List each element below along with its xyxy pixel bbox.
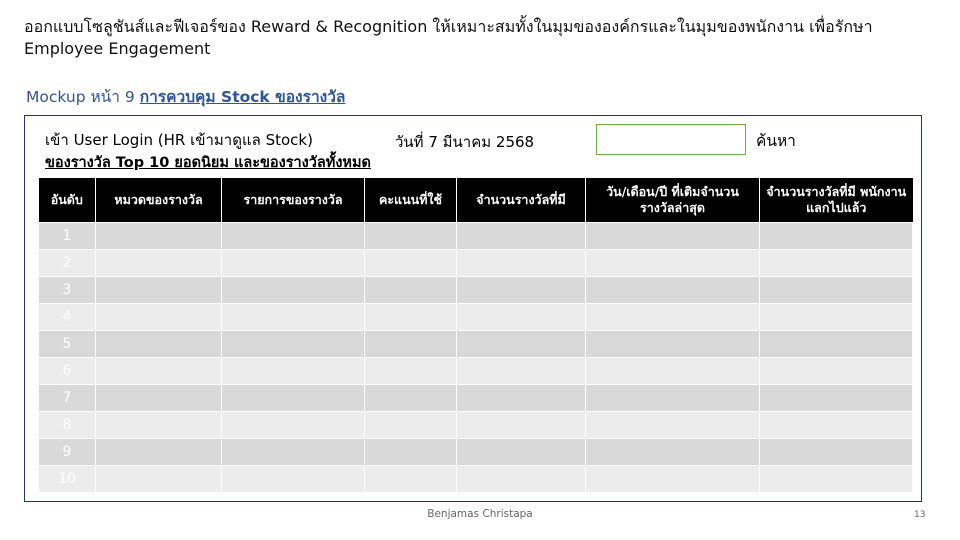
search-button[interactable]: ค้นหา: [756, 132, 796, 150]
rank-cell: 2: [39, 250, 96, 277]
table-row[interactable]: [39, 304, 913, 331]
table-cell: [365, 439, 457, 466]
mockup-page-label: Mockup หน้า 9: [26, 88, 135, 106]
table-title: ของรางวัล Top 10 ยอดนิยม และของรางวัลทั้งหมด: [45, 155, 371, 171]
current-date: วันที่ 7 มีนาคม 2568: [395, 133, 535, 151]
table-cell: [222, 385, 365, 412]
table-row[interactable]: [39, 358, 913, 385]
table-cell: [760, 466, 913, 493]
table-cell: [365, 466, 457, 493]
table-cell: [222, 250, 365, 277]
table-cell: [760, 223, 913, 250]
rank-cell: 1: [39, 223, 96, 250]
col-header-item: รายการของรางวัล: [222, 178, 365, 223]
rank-cell: 7: [39, 385, 96, 412]
table-row[interactable]: [39, 412, 913, 439]
rank-cell: 9: [39, 439, 96, 466]
table-row[interactable]: [39, 250, 913, 277]
table-cell: [760, 277, 913, 304]
slide-heading: ออกแบบโซลูชันส์และฟีเจอร์ของ Reward & Recognition ให้เหมาะสมทั้งในมุมขององค์กรและในมุมของพนักงาน เพื่อรักษา Employee Engagement: [24, 17, 873, 58]
table-cell: [365, 412, 457, 439]
table-cell: [586, 412, 760, 439]
table-cell: [96, 250, 222, 277]
user-login-label: เข้า User Login (HR เข้ามาดูแล Stock): [45, 131, 313, 149]
table-cell: [457, 250, 586, 277]
table-cell: [760, 304, 913, 331]
table-row[interactable]: [39, 385, 913, 412]
table-row[interactable]: [39, 331, 913, 358]
table-cell: [365, 385, 457, 412]
search-input[interactable]: [596, 124, 746, 155]
mockup-subtitle: [26, 84, 345, 109]
col-header-restock-date: วัน/เดือน/ปี ที่เติมจำนวนรางวัลล่าสุด: [586, 178, 760, 223]
stock-control-link[interactable]: การควบคุม Stock ของรางวัล: [139, 88, 346, 106]
rank-cell: 5: [39, 331, 96, 358]
table-row[interactable]: [39, 439, 913, 466]
col-header-redeemed: จำนวนรางวัลที่มี พนักงานแลกไปแล้ว: [760, 178, 913, 223]
reward-stock-table: [38, 178, 913, 493]
table-cell: [365, 223, 457, 250]
col-header-category: หมวดของรางวัล: [96, 178, 222, 223]
rank-cell: 6: [39, 358, 96, 385]
table-cell: [96, 466, 222, 493]
col-header-points: คะแนนที่ใช้: [365, 178, 457, 223]
table-cell: [222, 439, 365, 466]
table-cell: [222, 223, 365, 250]
table-cell: [586, 385, 760, 412]
table-cell: [222, 358, 365, 385]
table-cell: [222, 412, 365, 439]
table-cell: [96, 304, 222, 331]
col-header-stock: จำนวนรางวัลที่มี: [457, 178, 586, 223]
rank-cell: 10: [39, 466, 96, 493]
table-cell: [365, 331, 457, 358]
table-cell: [222, 304, 365, 331]
table-cell: [586, 250, 760, 277]
table-cell: [222, 466, 365, 493]
table-cell: [457, 223, 586, 250]
table-cell: [457, 439, 586, 466]
table-cell: [457, 412, 586, 439]
rank-cell: 8: [39, 412, 96, 439]
table-cell: [365, 277, 457, 304]
table-cell: [760, 331, 913, 358]
table-cell: [586, 223, 760, 250]
table-cell: [96, 277, 222, 304]
table-cell: [586, 304, 760, 331]
table-cell: [457, 358, 586, 385]
table-cell: [365, 250, 457, 277]
table-cell: [760, 358, 913, 385]
table-cell: [760, 412, 913, 439]
table-cell: [96, 439, 222, 466]
table-cell: [96, 385, 222, 412]
table-cell: [457, 466, 586, 493]
rank-cell: 3: [39, 277, 96, 304]
table-cell: [760, 250, 913, 277]
table-cell: [96, 331, 222, 358]
table-cell: [586, 466, 760, 493]
table-cell: [96, 412, 222, 439]
rank-cell: 4: [39, 304, 96, 331]
table-cell: [457, 331, 586, 358]
table-cell: [457, 277, 586, 304]
table-cell: [457, 385, 586, 412]
table-cell: [586, 331, 760, 358]
table-cell: [760, 439, 913, 466]
table-cell: [96, 358, 222, 385]
mockup-frame: [24, 115, 922, 502]
footer-author: Benjamas Christapa: [427, 508, 533, 520]
table-cell: [586, 277, 760, 304]
col-header-rank: อันดับ: [39, 178, 96, 223]
table-row[interactable]: [39, 223, 913, 250]
table-row[interactable]: [39, 466, 913, 493]
table-cell: [222, 331, 365, 358]
table-cell: [365, 304, 457, 331]
page-number: 13: [914, 510, 926, 520]
table-row[interactable]: [39, 277, 913, 304]
table-cell: [96, 223, 222, 250]
table-cell: [586, 358, 760, 385]
table-header-row: [39, 178, 913, 223]
table-cell: [365, 358, 457, 385]
table-cell: [457, 304, 586, 331]
table-cell: [222, 277, 365, 304]
table-cell: [586, 439, 760, 466]
table-cell: [760, 385, 913, 412]
